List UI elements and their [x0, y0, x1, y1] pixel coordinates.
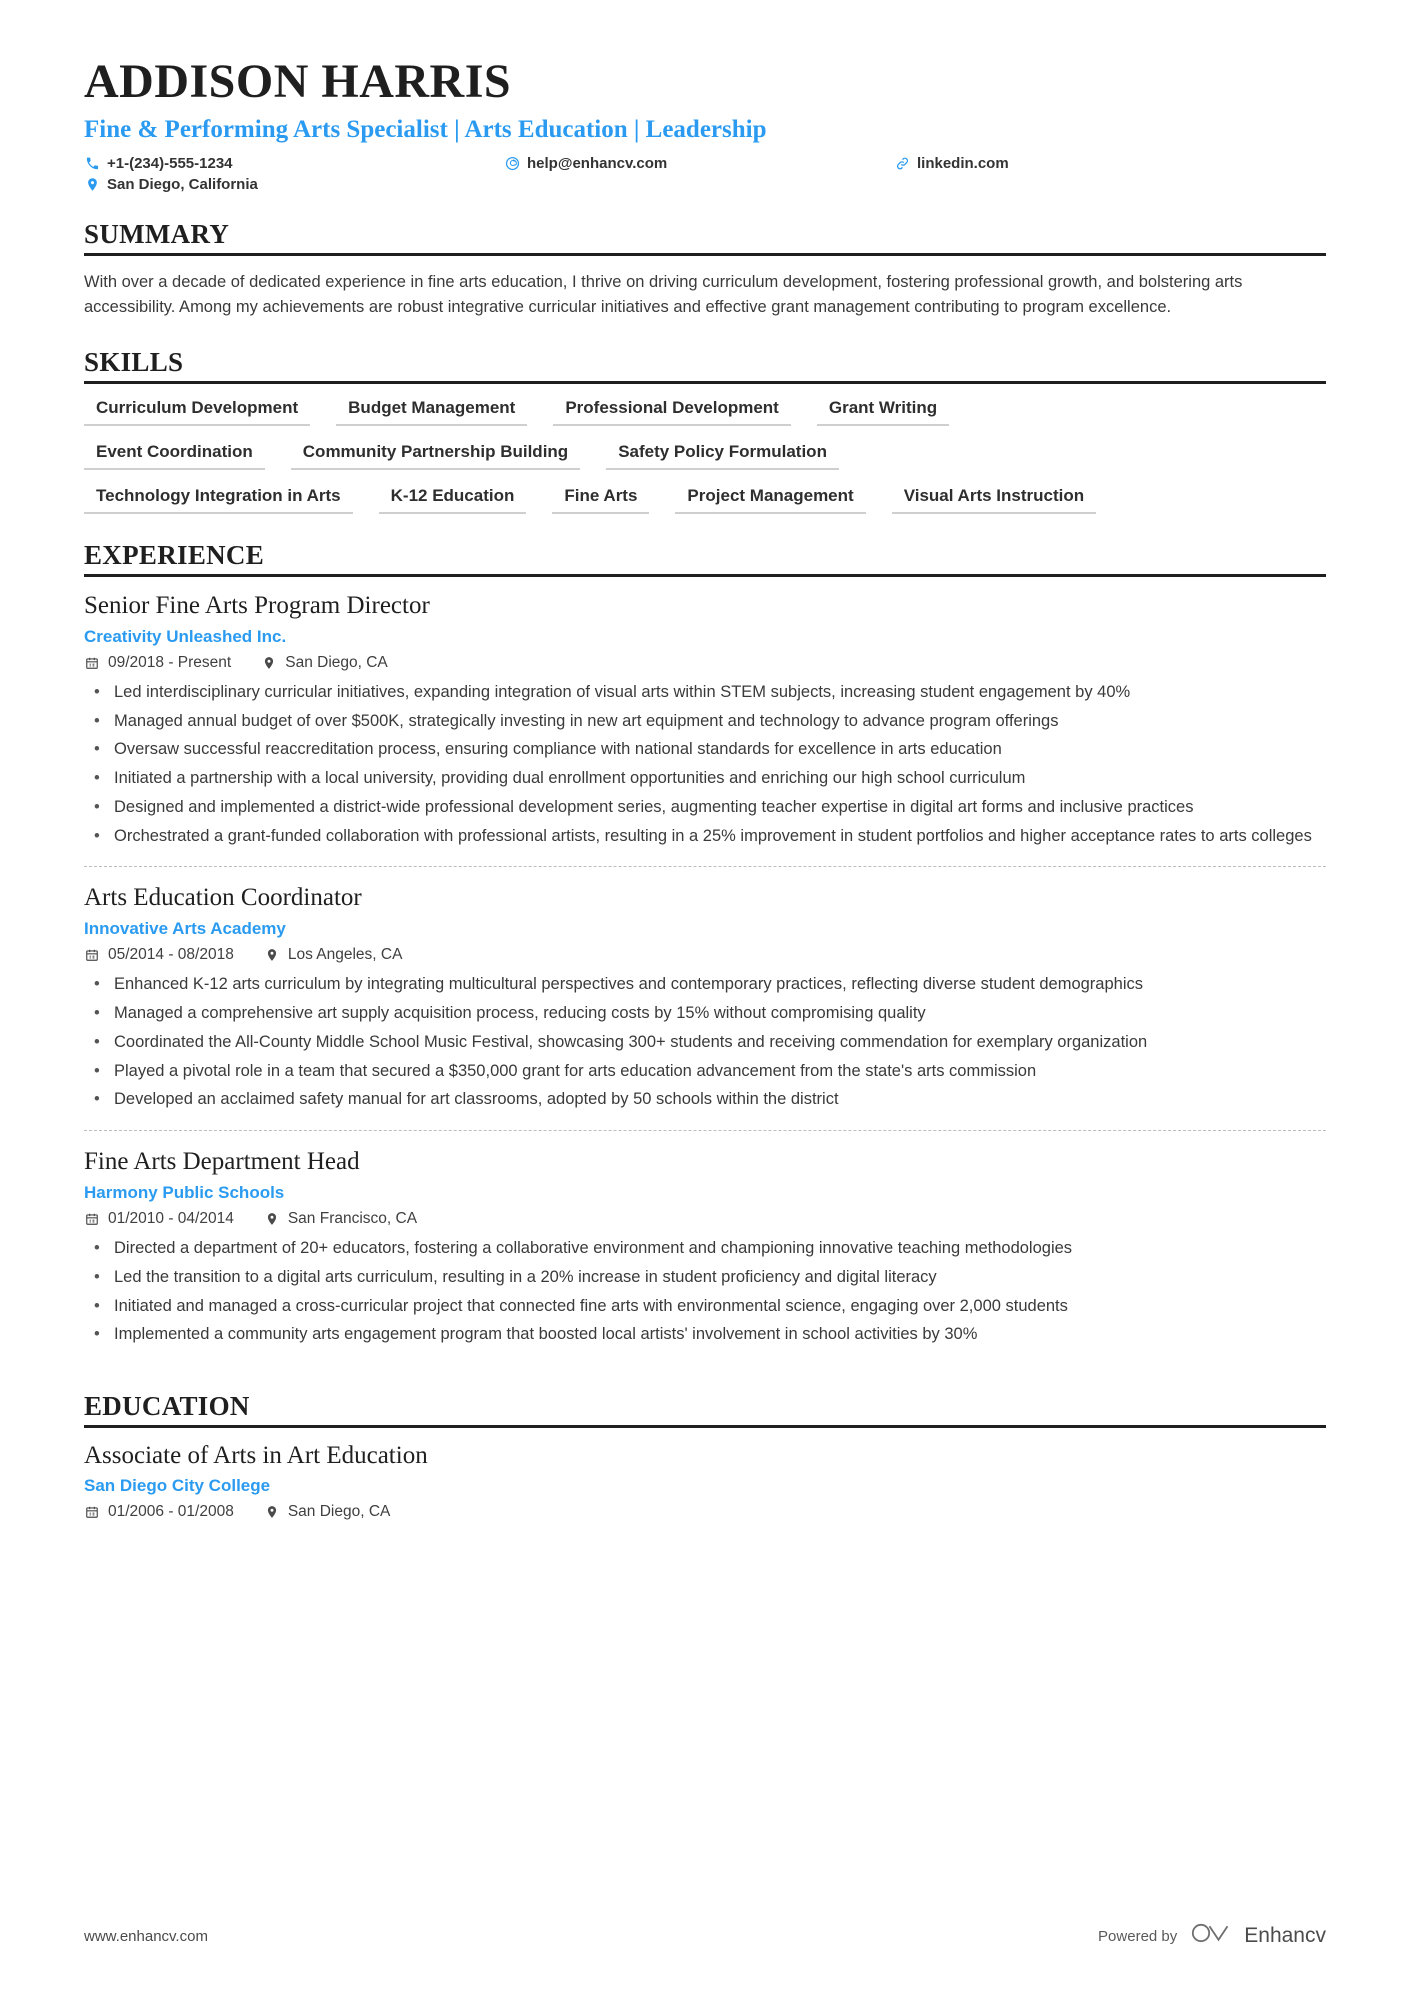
job-title: Fine Arts Department Head — [84, 1148, 360, 1176]
footer-website[interactable]: www.enhancv.com — [84, 1927, 208, 1945]
footer-branding — [1098, 1921, 1326, 1951]
skill-tag: Technology Integration in Arts — [84, 486, 353, 514]
skill-tag: K-12 Education — [379, 486, 527, 514]
job-dates-text: 05/2014 - 08/2018 — [108, 946, 234, 964]
skill-tag: Community Partnership Building — [291, 442, 580, 470]
job-location-text: San Francisco, CA — [287, 1210, 418, 1228]
company-name: Harmony Public Schools — [84, 1183, 285, 1203]
skill-tag: Professional Development — [553, 398, 791, 426]
job-bullet: • Managed a comprehensive art supply acquisition process, reducing costs by 15% without compromising quality — [84, 1001, 1324, 1026]
location-icon — [264, 1211, 280, 1227]
skill-tag: Budget Management — [336, 398, 527, 426]
experience-item — [84, 866, 1326, 1130]
calendar-icon — [84, 1504, 100, 1520]
skill-row — [84, 442, 1326, 470]
school-name: San Diego City College — [84, 1476, 271, 1496]
job-bullet: • Implemented a community arts engagement program that boosted local artists' involvement in school activities by 30% — [84, 1322, 1324, 1347]
skill-tag: Fine Arts — [552, 486, 649, 514]
job-bullet: • Led interdisciplinary curricular initiatives, expanding integration of visual arts within STEM subjects, increasing student engagement by 40% — [84, 680, 1324, 705]
contact-email[interactable] — [504, 155, 894, 172]
contact-email-text: help@enhancv.com — [527, 154, 668, 172]
skill-tag: Safety Policy Formulation — [606, 442, 839, 470]
section-title-education: EDUCATION — [84, 1391, 1326, 1428]
job-bullet: • Directed a department of 20+ educators, fostering a collaborative environment and championing innovative teaching methodologies — [84, 1236, 1324, 1261]
education-dates-text: 01/2006 - 01/2008 — [108, 1503, 234, 1521]
company-name: Innovative Arts Academy — [84, 919, 286, 939]
company-name: Creativity Unleashed Inc. — [84, 626, 287, 646]
resume-header — [84, 56, 1326, 193]
calendar-icon — [84, 1211, 100, 1227]
job-title: Senior Fine Arts Program Director — [84, 591, 430, 619]
contact-linkedin[interactable] — [894, 155, 1009, 172]
education-dates — [84, 1503, 234, 1521]
job-location — [261, 654, 388, 672]
section-summary — [84, 219, 1326, 321]
skill-tag: Grant Writing — [817, 398, 949, 426]
calendar-icon — [84, 947, 100, 963]
job-location — [264, 1210, 417, 1228]
contact-location-text: San Diego, California — [107, 175, 258, 193]
job-location — [264, 946, 403, 964]
education-meta — [84, 1503, 1326, 1521]
job-meta — [84, 654, 1326, 672]
calendar-icon — [84, 655, 100, 671]
email-icon — [504, 155, 520, 171]
summary-text: With over a decade of dedicated experience in fine arts education, I thrive on driving curriculum development, fostering professional growth, and bolstering arts accessibility. Among my achievements are robust integrative curricular initiatives and effective grant management contributing to program excellence. — [84, 272, 1243, 317]
skill-tag: Event Coordination — [84, 442, 265, 470]
page-footer — [84, 1921, 1326, 1951]
page-title: ADDISON HARRIS — [84, 55, 512, 108]
skill-tag: Visual Arts Instruction — [892, 486, 1096, 514]
skill-row — [84, 398, 1326, 426]
section-experience — [84, 540, 1326, 1365]
job-bullet: • Initiated a partnership with a local university, providing dual enrollment opportunities and enriching our high school curriculum — [84, 766, 1324, 791]
contact-row-primary — [84, 155, 1326, 172]
job-dates-text: 09/2018 - Present — [108, 653, 232, 671]
contact-phone[interactable] — [84, 155, 504, 172]
skill-tag: Curriculum Development — [84, 398, 310, 426]
professional-headline: Fine & Performing Arts Specialist | Arts Education | Leadership — [84, 115, 767, 143]
job-bullets — [84, 680, 1326, 849]
job-bullet: • Oversaw successful reaccreditation process, ensuring compliance with national standards for excellence in arts education — [84, 737, 1324, 762]
job-dates — [84, 654, 231, 672]
education-location — [264, 1503, 391, 1521]
job-bullet: • Led the transition to a digital arts curriculum, resulting in a 20% increase in student proficiency and digital literacy — [84, 1265, 1324, 1290]
enhancv-logo — [1189, 1921, 1326, 1951]
job-bullet: • Coordinated the All-County Middle School Music Festival, showcasing 300+ students and receiving commendation for exemplary organization — [84, 1030, 1324, 1055]
skills-list — [84, 398, 1326, 514]
contact-row-secondary — [84, 176, 1326, 193]
section-skills — [84, 347, 1326, 514]
job-dates — [84, 1210, 234, 1228]
contact-phone-text: +1-(234)-555-1234 — [107, 154, 233, 172]
job-dates — [84, 946, 234, 964]
powered-by-label: Powered by — [1098, 1927, 1178, 1945]
skill-row — [84, 486, 1326, 514]
job-meta — [84, 946, 1326, 964]
phone-icon — [84, 155, 100, 171]
job-title: Arts Education Coordinator — [84, 884, 362, 912]
infinity-icon — [1189, 1921, 1235, 1951]
job-bullet: • Enhanced K-12 arts curriculum by integrating multicultural perspectives and contemporary practices, reflecting diverse student demographics — [84, 972, 1324, 997]
job-bullets — [84, 1236, 1326, 1347]
job-bullet: • Developed an acclaimed safety manual for art classrooms, adopted by 50 schools within the district — [84, 1087, 1324, 1112]
job-bullet: • Managed annual budget of over $500K, strategically investing in new art equipment and technology to advance program offerings — [84, 709, 1324, 734]
degree-title: Associate of Arts in Art Education — [84, 1442, 428, 1470]
job-bullet: • Initiated and managed a cross-curricular project that connected fine arts with environmental science, engaging over 2,000 students — [84, 1294, 1324, 1319]
job-bullet: • Played a pivotal role in a team that secured a $350,000 grant for arts education advancement from the state's arts commission — [84, 1059, 1324, 1084]
location-icon — [264, 1504, 280, 1520]
location-icon — [261, 655, 277, 671]
job-bullets — [84, 972, 1326, 1112]
job-location-text: Los Angeles, CA — [287, 946, 403, 964]
section-title-summary: SUMMARY — [84, 219, 1326, 256]
job-location-text: San Diego, CA — [285, 653, 388, 671]
skill-tag: Project Management — [675, 486, 865, 514]
experience-item — [84, 1130, 1326, 1365]
experience-item — [84, 591, 1326, 867]
link-icon — [894, 155, 910, 171]
contact-location — [84, 176, 504, 193]
enhancv-wordmark: Enhancv — [1244, 1924, 1326, 1947]
location-icon — [84, 176, 100, 192]
job-bullet: • Orchestrated a grant-funded collaboration with professional artists, resulting in a 25% improvement in student portfolios and higher acceptance rates to arts colleges — [84, 824, 1324, 849]
job-dates-text: 01/2010 - 04/2014 — [108, 1210, 234, 1228]
job-meta — [84, 1210, 1326, 1228]
education-item — [84, 1442, 1326, 1521]
section-education — [84, 1391, 1326, 1521]
location-icon — [264, 947, 280, 963]
section-title-experience: EXPERIENCE — [84, 540, 1326, 577]
contact-linkedin-text: linkedin.com — [917, 154, 1009, 172]
section-title-skills: SKILLS — [84, 347, 1326, 384]
education-location-text: San Diego, CA — [287, 1503, 391, 1521]
job-bullet: • Designed and implemented a district-wide professional development series, augmenting teacher expertise in digital art forms and inclusive practices — [84, 795, 1324, 820]
